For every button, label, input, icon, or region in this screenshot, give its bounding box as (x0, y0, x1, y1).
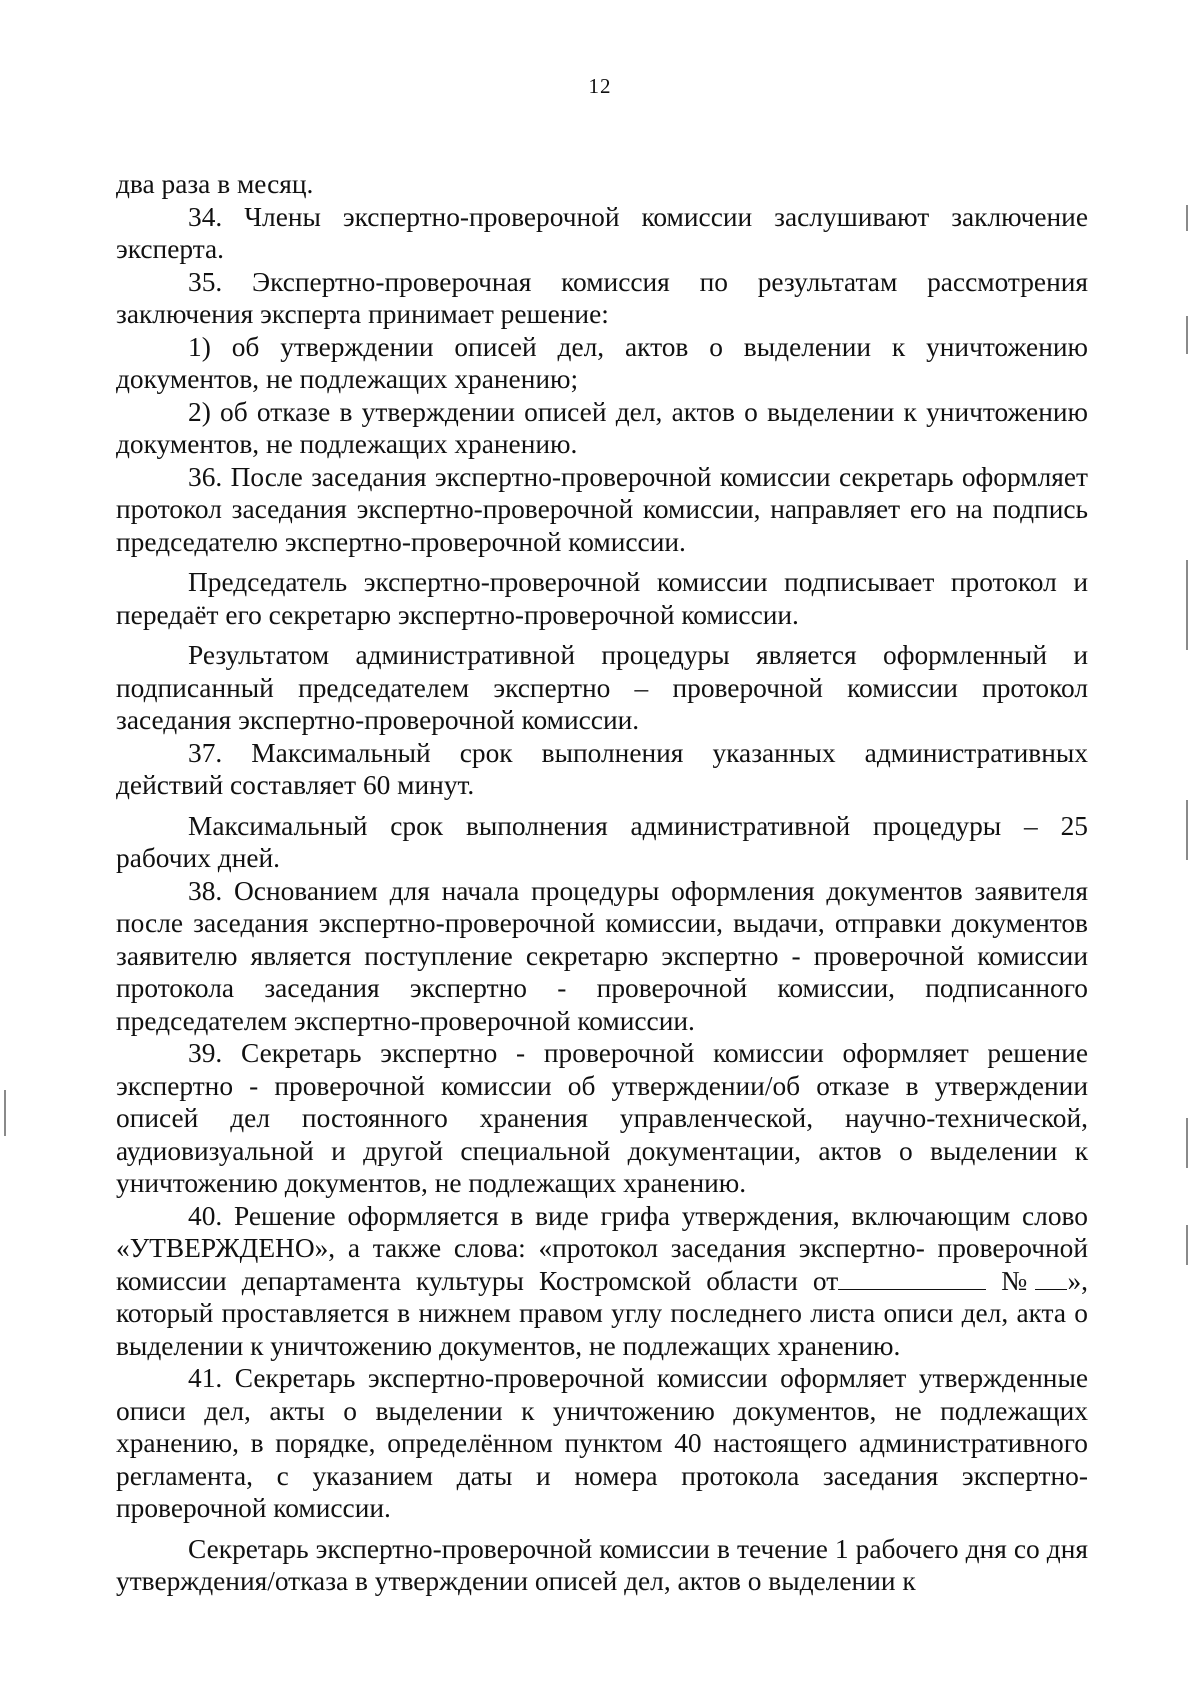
scan-edge-mark (1186, 1225, 1188, 1265)
paragraph-40-text-start: 40. Решение оформляется в виде грифа утверждения, включающим слово «УТВЕРЖДЕНО», а также слова: «протокол заседания экспертно- проверочной комиссии департамента культуры Костромской области от (116, 1200, 1088, 1296)
paragraph-39: 39. Секретарь экспертно - проверочной комиссии оформляет решение экспертно - проверочной комиссии об утверждении/об отказе в утверждении описей дел постоянного хранения управленческой, научно-технической, аудиовизуальной и другой специальной документации, актов о выделении к уничтожению документов, не подлежащих хранению. (116, 1038, 1088, 1198)
paragraph-38: 38. Основанием для начала процедуры оформления документов заявителя после заседания экспертно-проверочной комиссии, выдачи, отправки документов заявителю является поступление секретарю экспертно - проверочной комиссии протокола заседания экспертно - проверочной комиссии, подписанного председателем экспертно-проверочной комиссии. (116, 875, 1088, 1036)
date-blank-line (838, 1267, 986, 1290)
paragraph-35: 35. Экспертно-проверочная комиссия по результатам рассмотрения заключения эксперта принимает решение: (116, 266, 1088, 329)
paragraph-40-number-sign: № (986, 1265, 1036, 1296)
paragraph-40 (116, 1200, 1088, 1363)
scan-edge-mark (1186, 560, 1188, 650)
scan-edge-mark (1186, 205, 1188, 231)
paragraph-continuation: два раза в месяц. (116, 169, 314, 199)
paragraph-35-item-2: 2) об отказе в утверждении описей дел, актов о выделении к уничтожению документов, не подлежащих хранению. (116, 396, 1088, 459)
paragraph-36-result: Результатом административной процедуры является оформленный и подписанный председателем экспертно – проверочной комиссии протокол заседания экспертно-проверочной комиссии. (116, 640, 1088, 735)
page-number: 12 (588, 74, 612, 98)
paragraph-41: 41. Секретарь экспертно-проверочной комиссии оформляет утвержденные описи дел, акты о выделении к уничтожению документов, не подлежащих хранению, в порядке, определённом пунктом 40 настоящего административного регламента, с указанием даты и номера протокола заседания экспертно-проверочной комиссии. (116, 1363, 1088, 1523)
paragraph-41-secretary: Секретарь экспертно-проверочной комиссии в течение 1 рабочего дня со дня утверждения/отказа в утверждении описей дел, актов о выделении к (116, 1533, 1088, 1596)
scan-edge-mark (1186, 1118, 1188, 1168)
document-body (116, 168, 1088, 1598)
paragraph-37: 37. Максимальный срок выполнения указанных административных действий составляет 60 минут. (116, 737, 1088, 800)
scan-edge-mark (1186, 800, 1188, 860)
paragraph-36: 36. После заседания экспертно-проверочной комиссии секретарь оформляет протокол заседания экспертно-проверочной комиссии, направляет его на подпись председателю экспертно-проверочной комиссии. (116, 461, 1088, 557)
paragraph-35-item-1: 1) об утверждении описей дел, актов о выделении к уничтожению документов, не подлежащих хранению; (116, 331, 1088, 394)
scan-edge-mark (1186, 316, 1188, 354)
scan-edge-mark (4, 1090, 6, 1136)
paragraph-36-chairman: Председатель экспертно-проверочной комиссии подписывает протокол и передаёт его секретарю экспертно-проверочной комиссии. (116, 567, 1088, 630)
number-blank-line (1035, 1267, 1067, 1290)
paragraph-37-max-term: Максимальный срок выполнения административной процедуры – 25 рабочих дней. (116, 810, 1088, 873)
paragraph-34: 34. Члены экспертно-проверочной комиссии заслушивают заключение эксперта. (116, 201, 1088, 264)
paragraph-40-text-end: », который проставляется в нижнем правом углу последнего листа описи дел, акта о выделении к уничтожению документов, не подлежащих хранению. (116, 1265, 1088, 1361)
